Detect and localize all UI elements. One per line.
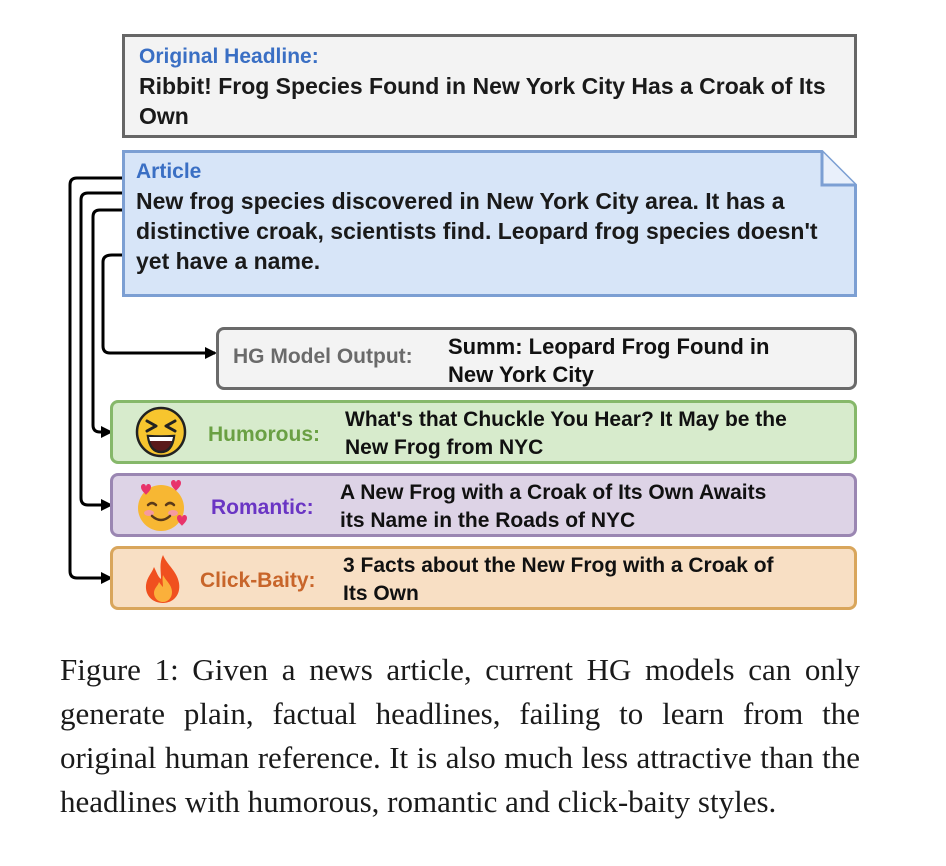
article-text: New frog species discovered in New York City area. It has a distinctive croak, scientists find. Leopard frog species doesn't yet have a name. — [136, 188, 818, 274]
original-headline-text: Ribbit! Frog Species Found in New York City Has a Croak of Its Own — [139, 73, 826, 129]
romantic-box — [110, 473, 857, 537]
hg-output-line2: New York City — [448, 362, 594, 387]
romantic-text — [340, 479, 766, 535]
humorous-box — [110, 400, 857, 464]
hg-output-box — [216, 327, 857, 390]
clickbait-line1: 3 Facts about the New Frog with a Croak of — [343, 554, 774, 577]
article-box — [122, 150, 857, 297]
humorous-line1: What's that Chuckle You Hear? It May be the — [345, 408, 787, 431]
hg-output-line1: Summ: Leopard Frog Found in — [448, 334, 770, 359]
hg-output-text — [448, 333, 769, 389]
humorous-text — [345, 406, 787, 462]
article-label: Article — [136, 160, 202, 183]
arrow-to-humorous — [93, 210, 122, 432]
fire-icon — [141, 553, 185, 605]
clickbait-label: Click-Baity: — [200, 569, 316, 592]
clickbait-text — [343, 552, 774, 608]
clickbait-line2: Its Own — [343, 582, 419, 605]
clickbait-box — [110, 546, 857, 610]
smiling-face-with-hearts-icon — [133, 478, 189, 534]
figure-caption: Figure 1: Given a news article, current HG models can only generate plain, factual headlines, failing to learn from the original human reference. It is also much less attractive than the headlines with humorous, romantic and click-baity styles. — [60, 652, 860, 819]
hg-output-label: HG Model Output: — [233, 345, 413, 368]
romantic-line1: A New Frog with a Croak of Its Own Awaits — [340, 481, 767, 504]
humorous-line2: New Frog from NYC — [345, 436, 544, 459]
original-headline-box — [122, 34, 857, 138]
romantic-line2: its Name in the Roads of NYC — [340, 509, 636, 532]
humorous-label: Humorous: — [208, 423, 320, 446]
laughing-face-icon — [135, 406, 187, 458]
romantic-label: Romantic: — [211, 496, 314, 519]
original-headline-label: Original Headline: — [139, 45, 319, 68]
